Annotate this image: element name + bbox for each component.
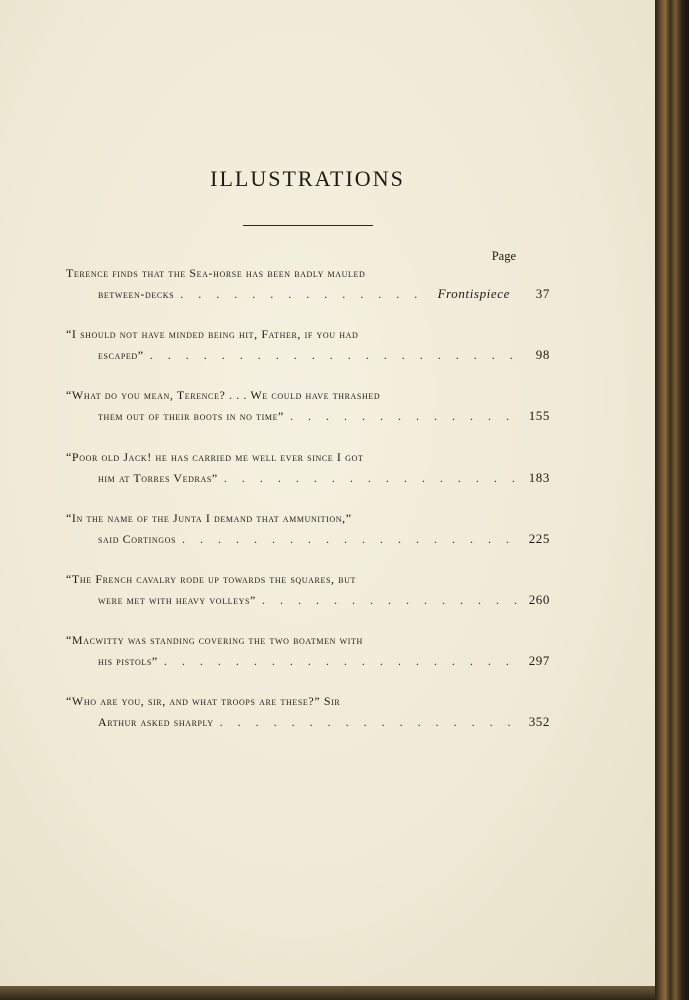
entry-page-number: 98 bbox=[535, 347, 550, 362]
entry-caption-line2: between-decks bbox=[98, 287, 175, 301]
entry-caption-line2: escaped” bbox=[98, 348, 144, 362]
illustration-entry bbox=[66, 568, 550, 610]
dot-leader bbox=[224, 468, 520, 488]
illustration-entry bbox=[66, 384, 550, 426]
entry-page-number: 260 bbox=[528, 592, 550, 607]
entry-caption-line1: “Macwitty was standing covering the two boatmen with bbox=[66, 633, 363, 647]
book-page-edges bbox=[655, 0, 689, 1000]
page-column-label: Page bbox=[491, 249, 516, 263]
entry-caption-line1: “Poor old Jack! he has carried me well ever since I got bbox=[66, 450, 364, 464]
page-title: ILLUSTRATIONS bbox=[210, 166, 405, 191]
illustration-entry bbox=[66, 446, 550, 488]
entry-caption-line1: “In the name of the Junta I demand that ammunition,” bbox=[66, 511, 352, 525]
entry-page-number: 183 bbox=[528, 470, 550, 485]
entry-caption-line2: were met with heavy volleys” bbox=[98, 593, 256, 607]
title-rule bbox=[243, 225, 373, 226]
dot-leader bbox=[220, 712, 520, 732]
dot-leader bbox=[164, 651, 520, 671]
entry-caption-line2: said Cortingos bbox=[98, 532, 177, 546]
dot-leader bbox=[262, 590, 520, 610]
dot-leader bbox=[180, 284, 431, 304]
dot-leader bbox=[182, 529, 520, 549]
entry-caption-line1: “What do you mean, Terence? . . . We could have thrashed bbox=[66, 388, 381, 402]
illustration-entry bbox=[66, 262, 550, 304]
entry-caption-line1: Terence finds that the Sea-horse has been badly mauled bbox=[66, 266, 366, 280]
entry-plate-label: Frontispiece bbox=[437, 286, 510, 301]
illustration-entry bbox=[66, 690, 550, 732]
entry-page-number: 225 bbox=[528, 531, 550, 546]
entry-page-number: 297 bbox=[528, 653, 550, 668]
entry-caption-line2: him at Torres Vedras” bbox=[98, 471, 218, 485]
dot-leader bbox=[290, 406, 520, 426]
entry-caption-line2: his pistols” bbox=[98, 654, 158, 668]
dot-leader bbox=[150, 345, 520, 365]
entry-caption-line2: them out of their boots in no time” bbox=[98, 409, 284, 423]
book-bottom-edge bbox=[0, 986, 655, 1000]
entry-caption-line2: Arthur asked sharply bbox=[98, 715, 214, 729]
entry-caption-line1: “The French cavalry rode up towards the squares, but bbox=[66, 572, 357, 586]
illustration-entry bbox=[66, 323, 550, 365]
entry-caption-line1: “Who are you, sir, and what troops are these?” Sir bbox=[66, 694, 341, 708]
entry-page-number: 37 bbox=[535, 286, 550, 301]
entry-page-number: 352 bbox=[528, 714, 550, 729]
illustration-entry bbox=[66, 507, 550, 549]
entry-caption-line1: “I should not have minded being hit, Father, if you had bbox=[66, 327, 359, 341]
entry-page-number: 155 bbox=[528, 408, 550, 423]
illustration-entry bbox=[66, 629, 550, 671]
